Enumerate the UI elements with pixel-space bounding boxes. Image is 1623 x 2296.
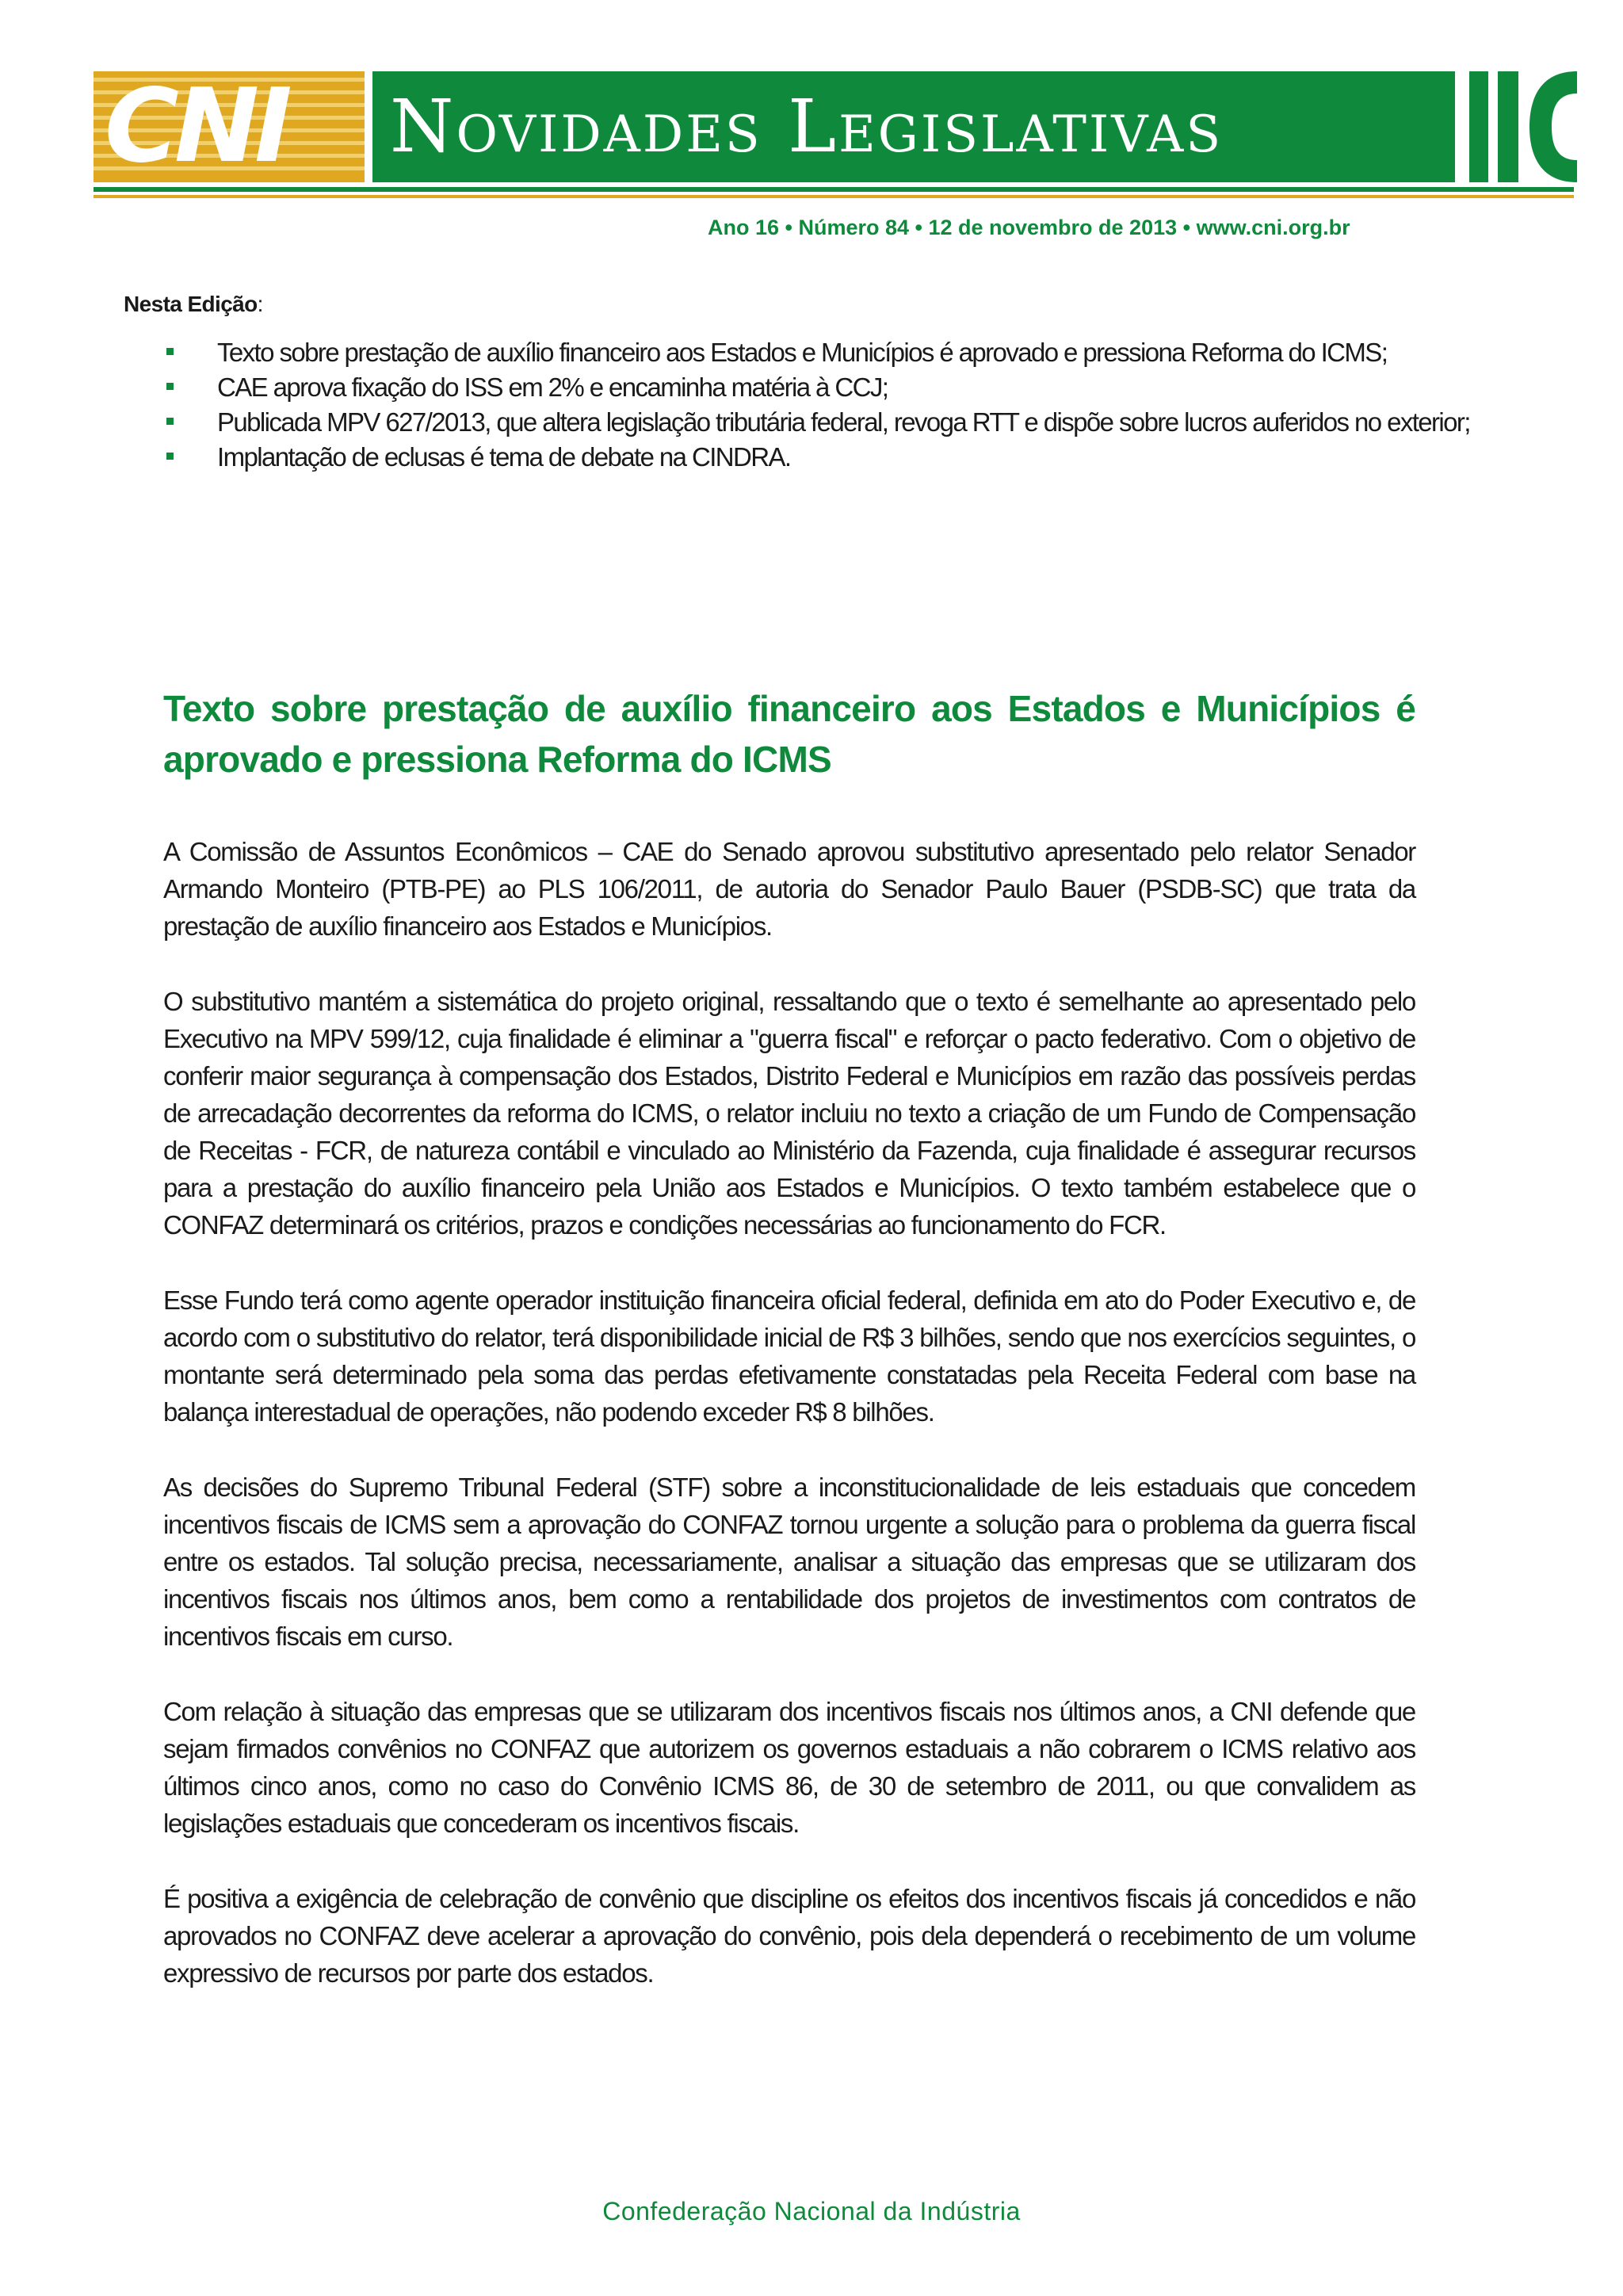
square-bullet-icon	[166, 453, 174, 460]
summary-item	[166, 335, 1577, 370]
summary-heading	[124, 292, 263, 317]
summary-label-suffix: :	[257, 292, 263, 316]
article-paragraph: A Comissão de Assuntos Econômicos – CAE do Senado aprovou substitutivo apresentado pelo relator Senador Armando Monteiro (PTB-PE) ao PLS 106/2011, de autoria do Senador Paulo Bauer (PSDB-SC) que trata da prestação de auxílio financeiro aos Estados e Municípios.	[163, 837, 1415, 941]
brand-bar-mark	[1469, 71, 1488, 182]
article-paragraph: O substitutivo mantém a sistemática do projeto original, ressaltando que o texto é semelhante ao apresentado pelo Executivo na MPV 599/12, cuja finalidade é eliminar a "guerra fiscal" e reforçar o pacto federativo. Com o objetivo de conferir maior segurança à compensação dos Estados, Distrito Federal e Municípios em razão das possíveis perdas de arrecadação decorrentes da reforma do ICMS, o relator incluiu no texto a criação de um Fundo de Compensação de Receitas - FCR, de natureza contábil e vinculado ao Ministério da Fazenda, cuja finalidade é assegurar recursos para a prestação do auxílio financeiro pela União aos Estados e Municípios. O texto também estabelece que o CONFAZ determinará os critérios, prazos e condições necessárias ao funcionamento do FCR.	[163, 987, 1415, 1240]
article-headline: Texto sobre prestação de auxílio financeiro aos Estados e Municípios é aprovado e pressiona Reforma do ICMS	[163, 688, 1415, 780]
article-body	[163, 833, 1415, 2030]
summary-list	[166, 335, 1577, 475]
brand-arc-icon	[1529, 71, 1577, 182]
summary-item-text: Publicada MPV 627/2013, que altera legislação tributária federal, revoga RTT e dispõe sobre lucros auferidos no exterior;	[217, 407, 1470, 437]
masthead-rule	[94, 187, 1574, 192]
summary-item	[166, 370, 1577, 405]
masthead-rule	[94, 195, 1574, 198]
logo-text: CNI	[105, 71, 288, 182]
article-paragraph: Com relação à situação das empresas que se utilizaram dos incentivos fiscais nos últimos anos, a CNI defende que sejam firmados convênios no CONFAZ que autorizem os governos estaduais a não cobrarem o ICMS relativo aos últimos cinco anos, como no caso do Convênio ICMS 86, de 30 de setembro de 2011, ou que convalidem as legislações estaduais que concederam os incentivos fiscais.	[163, 1697, 1415, 1838]
summary-item	[166, 405, 1577, 440]
issue-info: Ano 16 • Número 84 • 12 de novembro de 2013 • www.cni.org.br	[708, 216, 1350, 239]
square-bullet-icon	[166, 418, 174, 425]
brand-bar-mark	[1498, 71, 1518, 182]
summary-label: Nesta Edição	[124, 292, 258, 316]
brand-arc-mark	[1529, 71, 1577, 182]
masthead	[94, 71, 1574, 208]
square-bullet-icon	[166, 383, 174, 390]
publication-title: Novidades Legislativas	[390, 84, 1224, 169]
article-paragraph: É positiva a exigência de celebração de convênio que discipline os efeitos dos incentivos fiscais já concedidos e não aprovados no CONFAZ deve acelerar a aprovação do convênio, pois dela dependerá o recebimento de um volume expressivo de recursos por parte dos estados.	[163, 1884, 1415, 1988]
article-paragraph: Esse Fundo terá como agente operador instituição financeira oficial federal, definida em ato do Poder Executivo e, de acordo com o substitutivo do relator, terá disponibilidade inicial de R$ 3 bilhões, sendo que nos exercícios seguintes, o montante será determinado pela soma das perdas efetivamente constatadas pela Receita Federal com base na balança interestadual de operações, não podendo exceder R$ 8 bilhões.	[163, 1286, 1415, 1427]
summary-item-text: Texto sobre prestação de auxílio financeiro aos Estados e Municípios é aprovado e pressiona Reforma do ICMS;	[217, 338, 1388, 367]
page-footer: Confederação Nacional da Indústria	[602, 2197, 1021, 2225]
square-bullet-icon	[166, 348, 174, 355]
summary-item	[166, 440, 1577, 475]
article-paragraph: As decisões do Supremo Tribunal Federal (STF) sobre a inconstitucionalidade de leis estaduais que concedem incentivos fiscais de ICMS sem a aprovação do CONFAZ tornou urgente a solução para o problema da guerra fiscal entre os estados. Tal solução precisa, necessariamente, analisar a situação das empresas que se utilizaram dos incentivos fiscais nos últimos anos, bem como a rentabilidade dos projetos de investimentos com contratos de incentivos fiscais em curso.	[163, 1473, 1415, 1651]
summary-item-text: Implantação de eclusas é tema de debate na CINDRA.	[217, 442, 791, 472]
cni-logo	[94, 71, 365, 182]
title-band	[372, 71, 1455, 182]
summary-item-text: CAE aprova fixação do ISS em 2% e encaminha matéria à CCJ;	[217, 372, 888, 402]
